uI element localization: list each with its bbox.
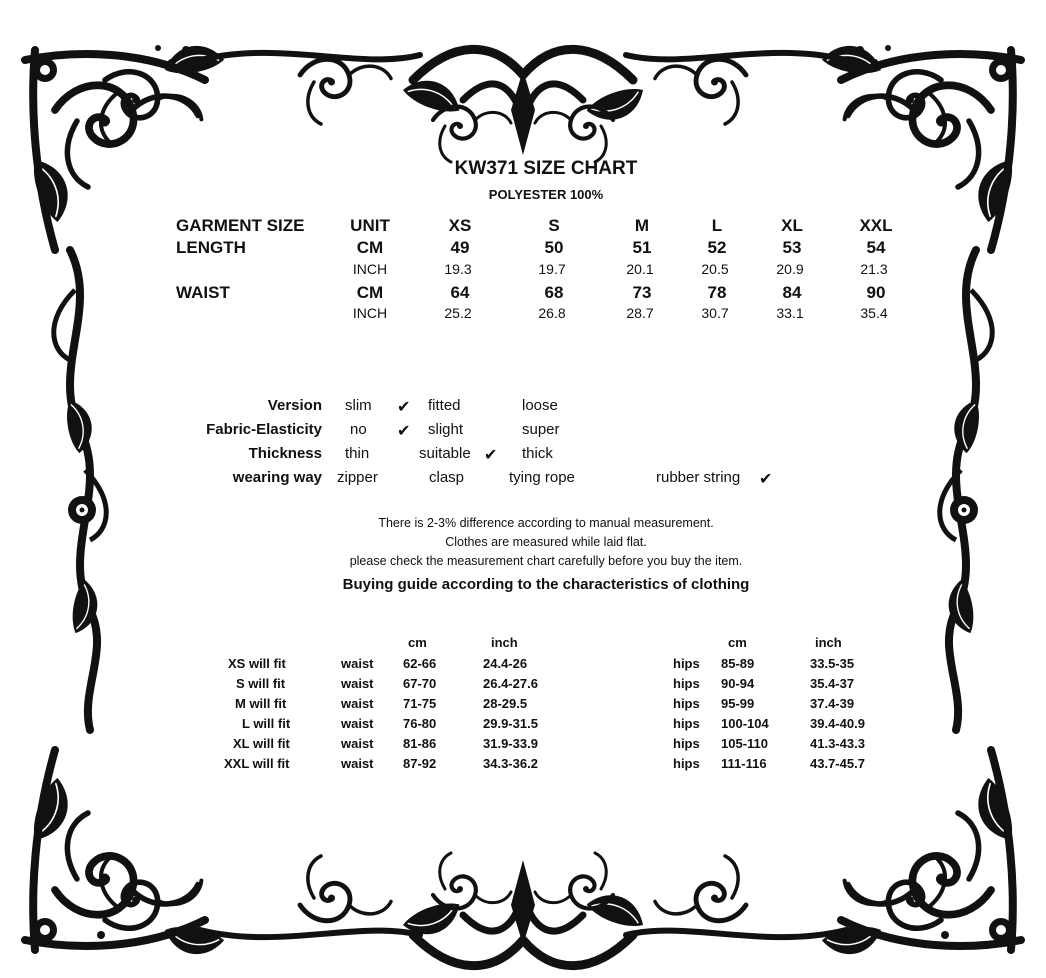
note-line: please check the measurement chart carefully before you buy the item. [349, 554, 743, 568]
table-cell: 68 [544, 283, 564, 302]
table-cell: 84 [782, 283, 802, 302]
table-cell: 73 [632, 283, 652, 302]
table-cell: 53 [782, 238, 802, 257]
attr-option: slim [345, 397, 372, 414]
attr-label-wearing-way: wearing way [232, 469, 322, 486]
guide-row-label: L will fit [242, 716, 291, 731]
guide-waist-cm: 81-86 [403, 736, 437, 751]
guide-hips-cm: 90-94 [721, 676, 755, 691]
row-label-waist: WAIST [176, 283, 230, 302]
guide-waist-inch: 26.4-27.6 [483, 676, 538, 691]
guide-waist-label: waist [341, 696, 374, 711]
header-size-xxl: XXL [859, 216, 893, 235]
table-cell: 64 [450, 283, 470, 302]
table-cell: 90 [866, 283, 886, 302]
attr-option: no [350, 421, 367, 438]
note-line: Clothes are measured while laid flat. [445, 535, 647, 549]
chart-title: KW371 SIZE CHART [454, 158, 638, 179]
guide-waist-label: waist [341, 656, 374, 671]
checkmark-icon: ✔ [397, 399, 411, 416]
guide-waist-label: waist [341, 756, 374, 771]
header-size-s: S [548, 216, 560, 235]
guide-waist-inch: 24.4-26 [483, 656, 528, 671]
guide-hips-inch: 35.4-37 [810, 676, 855, 691]
attr-label-fabric-elasticity: Fabric-Elasticity [206, 421, 322, 438]
attr-option: thick [522, 445, 553, 462]
table-cell: 20.5 [701, 261, 729, 277]
table-cell: 30.7 [701, 305, 729, 321]
header-size-xl: XL [781, 216, 803, 235]
guide-unit-cm: cm [408, 635, 427, 650]
checkmark-icon: ✔ [759, 471, 773, 488]
attr-option: rubber string [656, 469, 741, 486]
guide-waist-cm: 76-80 [403, 716, 437, 731]
guide-hips-label: hips [673, 676, 700, 691]
checkmark-icon: ✔ [484, 447, 498, 464]
guide-waist-inch: 34.3-36.2 [483, 756, 538, 771]
guide-waist-label: waist [341, 736, 374, 751]
guide-waist-cm: 67-70 [403, 676, 437, 691]
guide-hips-label: hips [673, 696, 700, 711]
guide-hips-label: hips [673, 736, 700, 751]
guide-unit-cm: cm [728, 635, 747, 650]
guide-hips-cm: 105-110 [721, 736, 768, 751]
guide-row-label: M will fit [235, 696, 287, 711]
guide-unit-inch: inch [491, 635, 518, 650]
guide-hips-cm: 111-116 [721, 756, 767, 771]
attr-label-thickness: Thickness [248, 445, 322, 462]
material-label: POLYESTER 100% [488, 187, 604, 202]
guide-row-label: XL will fit [233, 736, 290, 751]
guide-row-label: XS will fit [228, 656, 286, 671]
header-size-l: L [711, 216, 723, 235]
table-cell: 50 [544, 238, 564, 257]
table-cell: 35.4 [860, 305, 888, 321]
guide-waist-inch: 31.9-33.9 [483, 736, 538, 751]
table-cell: 49 [450, 238, 470, 257]
guide-unit-inch: inch [815, 635, 842, 650]
checkmark-icon: ✔ [397, 423, 411, 440]
attr-option: super [522, 421, 560, 438]
header-size-m: M [634, 216, 650, 235]
table-cell: 25.2 [444, 305, 472, 321]
attr-option: loose [522, 397, 558, 414]
guide-hips-cm: 100-104 [721, 716, 769, 731]
guide-waist-inch: 29.9-31.5 [483, 716, 538, 731]
attr-option: thin [345, 445, 370, 462]
table-cell: 78 [707, 283, 727, 302]
table-cell: 26.8 [538, 305, 566, 321]
guide-hips-label: hips [673, 756, 700, 771]
table-cell: 33.1 [776, 305, 804, 321]
table-cell: 52 [707, 238, 727, 257]
attr-option: clasp [429, 469, 465, 486]
table-cell: 20.1 [626, 261, 654, 277]
guide-row-label: XXL will fit [224, 756, 290, 771]
unit-inch: INCH [352, 305, 388, 321]
table-cell: 21.3 [860, 261, 888, 277]
header-garment-size: GARMENT SIZE [176, 216, 305, 235]
note-line: There is 2-3% difference according to manual measurement. [378, 516, 714, 530]
table-cell: 28.7 [626, 305, 654, 321]
guide-hips-inch: 41.3-43.3 [810, 736, 865, 751]
guide-waist-label: waist [341, 716, 374, 731]
unit-cm: CM [356, 238, 384, 257]
guide-waist-cm: 71-75 [403, 696, 437, 711]
table-cell: 19.3 [444, 261, 472, 277]
guide-hips-inch: 39.4-40.9 [810, 716, 865, 731]
buying-guide-title: Buying guide according to the characteristics of clothing [342, 576, 750, 593]
table-cell: 54 [866, 238, 886, 257]
attr-option: suitable [419, 445, 471, 462]
attr-option: tying rope [509, 469, 575, 486]
guide-hips-cm: 85-89 [721, 656, 755, 671]
guide-waist-label: waist [341, 676, 374, 691]
attr-label-version: Version [267, 397, 322, 414]
table-cell: 20.9 [776, 261, 804, 277]
guide-hips-cm: 95-99 [721, 696, 755, 711]
attr-option: zipper [337, 469, 378, 486]
attr-option: fitted [428, 397, 461, 414]
guide-hips-inch: 43.7-45.7 [810, 756, 865, 771]
guide-hips-label: hips [673, 656, 700, 671]
guide-hips-inch: 37.4-39 [810, 696, 855, 711]
table-cell: 51 [632, 238, 652, 257]
header-unit: UNIT [350, 216, 390, 235]
row-label-length: LENGTH [176, 238, 246, 257]
guide-waist-inch: 28-29.5 [483, 696, 528, 711]
guide-row-label: S will fit [236, 676, 286, 691]
header-size-xs: XS [448, 216, 472, 235]
guide-waist-cm: 62-66 [403, 656, 437, 671]
table-cell: 19.7 [538, 261, 566, 277]
unit-inch: INCH [352, 261, 388, 277]
attr-option: slight [428, 421, 464, 438]
guide-waist-cm: 87-92 [403, 756, 437, 771]
guide-hips-label: hips [673, 716, 700, 731]
guide-hips-inch: 33.5-35 [810, 656, 855, 671]
unit-cm: CM [356, 283, 384, 302]
